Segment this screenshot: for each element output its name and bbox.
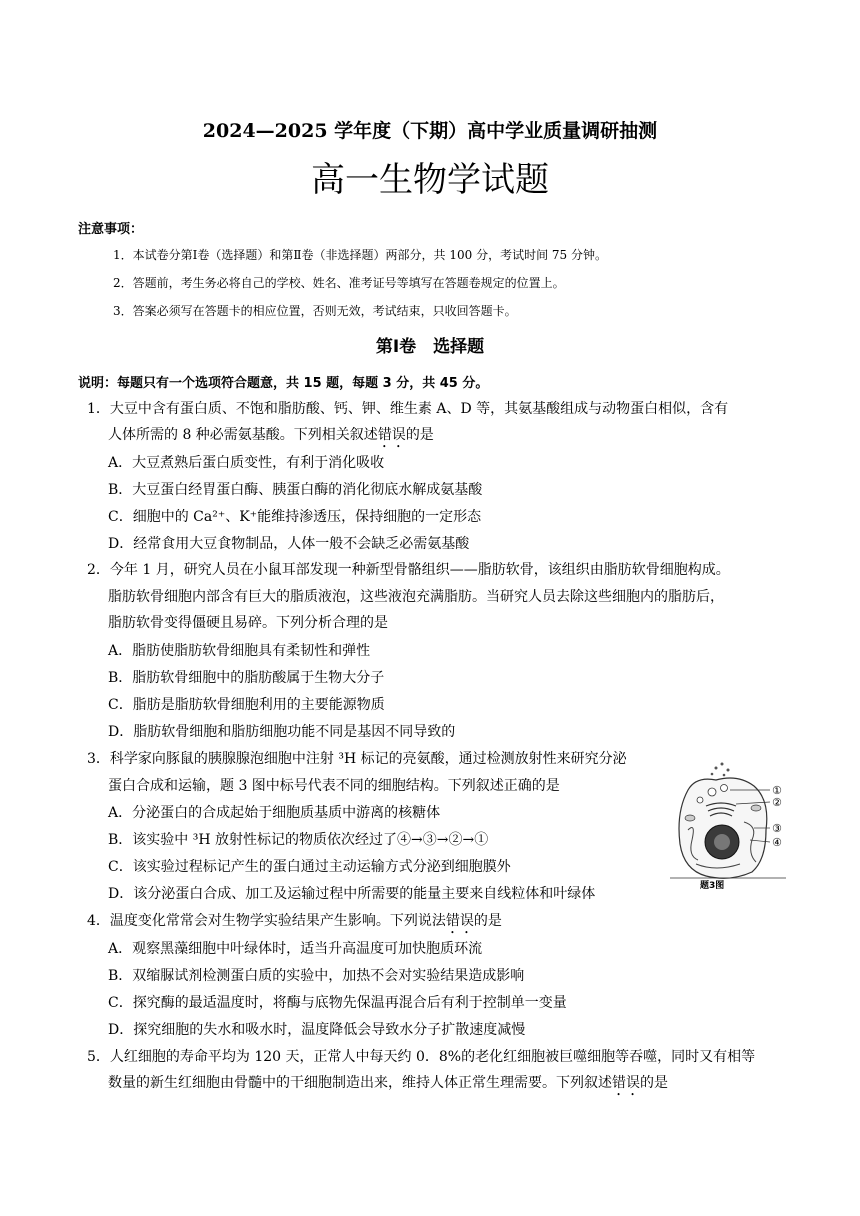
- question-4-option-b: B．双缩脲试剂检测蛋白质的实验中，加热不会对实验结果造成影响: [108, 968, 525, 984]
- question-2-option-d: D．脂肪软骨细胞和脂肪细胞功能不同是基因不同导致的: [108, 724, 456, 740]
- emphasis-mark: 错误: [445, 913, 474, 929]
- question-1-option-d: D．经常食用大豆食物制品，人体一般不会缺乏必需氨基酸: [108, 536, 470, 552]
- cell-diagram: [666, 760, 790, 892]
- vesicle: [721, 785, 728, 792]
- cell-diagram-figure: [666, 760, 790, 892]
- question-4-option-d: D．探究细胞的失水和吸水时，温度降低会导致水分子扩散速度减慢: [108, 1022, 526, 1038]
- structure-label: ①: [772, 784, 782, 797]
- structure-label: ③: [772, 822, 782, 835]
- question-1-option-b: B．大豆蛋白经胃蛋白酶、胰蛋白酶的消化彻底水解成氨基酸: [108, 482, 483, 498]
- question-4-option-c: C．探究酶的最适温度时，将酶与底物先保温再混合后有利于控制单一变量: [108, 995, 567, 1011]
- question-3-option-a: A．分泌蛋白的合成起始于细胞质基质中游离的核糖体: [108, 805, 441, 821]
- vesicle-dot: [715, 767, 718, 770]
- question-2-line: 脂肪软骨变得僵硬且易碎。下列分析合理的是: [108, 615, 388, 631]
- emphasis-mark: 错误: [612, 1075, 640, 1091]
- section-description: 说明：每题只有一个选项符合题意，共 15 题，每题 3 分，共 45 分。: [78, 376, 489, 391]
- exam-header: 2024—2025 学年度（下期）高中学业质量调研抽测: [202, 120, 658, 142]
- question-2-option-c: C．脂肪是脂肪软骨细胞利用的主要能源物质: [108, 697, 385, 713]
- figure-caption: 题3图: [700, 881, 725, 891]
- vesicle-dot: [721, 763, 724, 766]
- question-2-line: 脂肪软骨细胞内部含有巨大的脂质液泡，这些液泡充满脂肪。当研究人员去除这些细胞内的脂肪后，: [108, 589, 724, 605]
- question-1-option-c: C．细胞中的 Ca²⁺、K⁺能维持渗透压，保持细胞的一定形态: [108, 509, 482, 525]
- notice-item: 1．本试卷分第Ⅰ卷（选择题）和第Ⅱ卷（非选择题）两部分，共 100 分，考试时间 75 分钟。: [113, 248, 607, 262]
- vesicle-dot: [723, 774, 726, 777]
- structure-label: ②: [772, 796, 782, 809]
- question-1-line: 1．大豆中含有蛋白质、不饱和脂肪酸、钙、钾、维生素 A、D 等，其氨基酸组成与动物蛋白相似，含有: [87, 401, 729, 417]
- question-3-option-c: C．该实验过程标记产生的蛋白通过主动运输方式分泌到细胞膜外: [108, 859, 511, 875]
- notice-item: 2．答题前，考生务必将自己的学校、姓名、准考证号等填写在答题卷规定的位置上。: [113, 276, 565, 290]
- question-2-line: 2．今年 1 月，研究人员在小鼠耳部发现一种新型骨骼组织——脂肪软骨，该组织由脂肪软骨细胞构成。: [87, 562, 730, 578]
- question-5-line: 5．人红细胞的寿命平均为 120 天，正常人中每天约 0．8%的老化红细胞被巨噬细胞等吞噬，同时又有相等: [87, 1049, 756, 1065]
- notice-label: 注意事项：: [78, 222, 144, 237]
- section-title: 第Ⅰ卷 选择题: [375, 337, 485, 357]
- vesicle: [708, 788, 716, 796]
- question-3-option-d: D．该分泌蛋白合成、加工及运输过程中所需要的能量主要来自线粒体和叶绿体: [108, 886, 596, 902]
- vesicle-dot: [727, 769, 730, 772]
- question-3-option-b: B．该实验中 ³H 放射性标记的物质依次经过了④→③→②→①: [108, 832, 489, 848]
- question-4-line: 4．温度变化常常会对生物学实验结果产生影响。下列说法错误的是: [87, 913, 502, 929]
- mitochondrion: [751, 805, 761, 811]
- question-2-option-a: A．脂肪使脂肪软骨细胞具有柔韧性和弹性: [108, 643, 371, 659]
- mitochondrion: [685, 815, 695, 821]
- notice-item: 3．答案必须写在答题卡的相应位置，否则无效，考试结束，只收回答题卡。: [113, 304, 517, 318]
- question-1-option-a: A．大豆煮熟后蛋白质变性，有利于消化吸收: [108, 455, 385, 471]
- emphasis-mark: 错误: [377, 427, 406, 443]
- question-3-line: 蛋白合成和运输，题 3 图中标号代表不同的细胞结构。下列叙述正确的是: [108, 778, 560, 794]
- vesicle-dot: [711, 773, 714, 776]
- question-4-option-a: A．观察黑藻细胞中叶绿体时，适当升高温度可加快胞质环流: [108, 941, 483, 957]
- structure-label: ④: [772, 836, 782, 849]
- nucleolus: [714, 834, 730, 850]
- question-2-option-b: B．脂肪软骨细胞中的脂肪酸属于生物大分子: [108, 670, 385, 686]
- question-1-line: 人体所需的 8 种必需氨基酸。下列相关叙述错误的是: [108, 427, 434, 443]
- question-5-line: 数量的新生红细胞由骨髓中的干细胞制造出来，维持人体正常生理需要。下列叙述错误的是: [108, 1075, 668, 1091]
- exam-title: 高一生物学试题: [311, 160, 549, 200]
- vesicle: [697, 797, 703, 803]
- question-3-line: 3．科学家向豚鼠的胰腺腺泡细胞中注射 ³H 标记的亮氨酸，通过检测放射性来研究分泌: [87, 751, 627, 767]
